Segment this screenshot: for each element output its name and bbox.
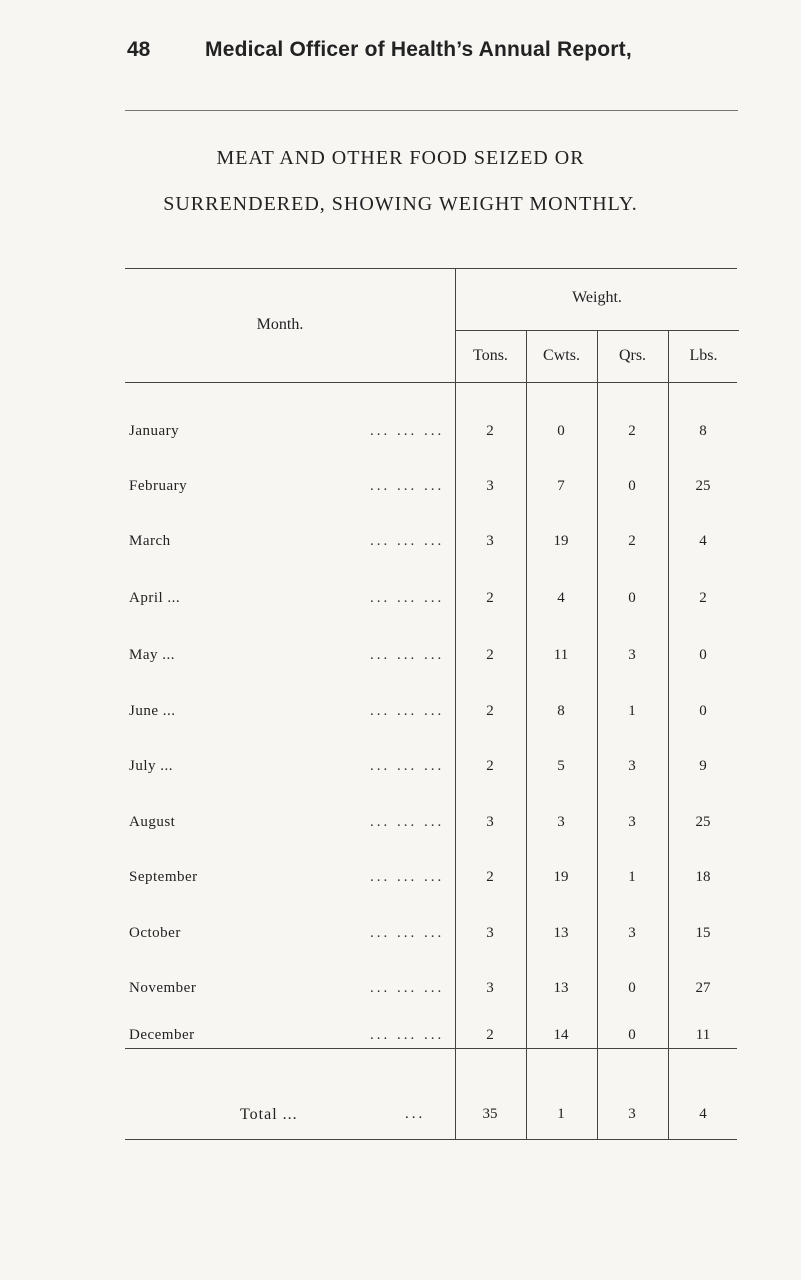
qrs-value: 0 xyxy=(628,1027,636,1043)
lbs-value: 4 xyxy=(699,533,707,549)
total-cwts-value: 1 xyxy=(557,1106,565,1122)
table-title-line-2: SURRENDERED, SHOWING WEIGHT MONTHLY. xyxy=(163,193,638,215)
page-header xyxy=(0,38,801,78)
lbs-value: 2 xyxy=(699,590,707,606)
lbs-value: 15 xyxy=(695,925,711,941)
tons-cwts-divider xyxy=(526,330,527,1139)
lbs-value: 0 xyxy=(699,647,707,663)
qrs-value: 0 xyxy=(628,590,636,606)
tons-value: 2 xyxy=(486,703,494,719)
total-label: Total ... xyxy=(240,1106,298,1123)
tons-value: 3 xyxy=(486,980,494,996)
lbs-header: Lbs. xyxy=(689,347,718,364)
dot-leader: ... ... ... xyxy=(370,647,445,663)
qrs-value: 3 xyxy=(628,814,636,830)
dot-leader: ... ... ... xyxy=(370,814,445,830)
total-top-rule xyxy=(125,1048,737,1049)
qrs-value: 3 xyxy=(628,925,636,941)
qrs-value: 3 xyxy=(628,758,636,774)
dot-leader: ... ... ... xyxy=(370,533,445,549)
month-label: August xyxy=(129,814,176,830)
lbs-value: 18 xyxy=(695,869,711,885)
cwts-value: 5 xyxy=(557,758,565,774)
header-bottom-rule xyxy=(125,382,737,383)
tons-value: 3 xyxy=(486,533,494,549)
tons-value: 2 xyxy=(486,869,494,885)
tons-header: Tons. xyxy=(473,347,508,364)
lbs-value: 8 xyxy=(699,423,707,439)
dot-leader: ... ... ... xyxy=(370,980,445,996)
month-label: December xyxy=(129,1027,195,1043)
lbs-value: 25 xyxy=(695,478,711,494)
dot-leader: ... ... ... xyxy=(370,925,445,941)
header-rule xyxy=(125,110,738,111)
qrs-value: 3 xyxy=(628,647,636,663)
weight-header: Weight. xyxy=(572,289,622,306)
tons-value: 2 xyxy=(486,590,494,606)
qrs-header: Qrs. xyxy=(618,347,647,364)
cwts-value: 11 xyxy=(553,647,569,663)
lbs-value: 27 xyxy=(695,980,711,996)
cwts-value: 4 xyxy=(557,590,565,606)
cwts-value: 19 xyxy=(553,869,569,885)
total-lbs-value: 4 xyxy=(699,1106,707,1122)
tons-value: 3 xyxy=(486,478,494,494)
total-qrs-value: 3 xyxy=(628,1106,636,1122)
total-tons-value: 35 xyxy=(482,1106,498,1122)
month-label: October xyxy=(129,925,181,941)
dot-leader: ... ... ... xyxy=(370,758,445,774)
qrs-value: 0 xyxy=(628,478,636,494)
qrs-lbs-divider xyxy=(668,330,669,1139)
tons-value: 2 xyxy=(486,647,494,663)
qrs-value: 2 xyxy=(628,423,636,439)
lbs-value: 11 xyxy=(695,1027,711,1043)
month-label: February xyxy=(129,478,188,494)
month-label: June ... xyxy=(129,703,176,719)
month-label: April ... xyxy=(129,590,181,606)
qrs-value: 0 xyxy=(628,980,636,996)
table-title-line-1: MEAT AND OTHER FOOD SEIZED OR xyxy=(216,147,585,169)
cwts-value: 19 xyxy=(553,533,569,549)
cwts-header: Cwts. xyxy=(543,347,580,364)
running-title: Medical Officer of Health’s Annual Report, xyxy=(205,38,632,61)
cwts-value: 13 xyxy=(553,925,569,941)
dot-leader: ... ... ... xyxy=(370,590,445,606)
cwts-value: 13 xyxy=(553,980,569,996)
dot-leader: ... ... ... xyxy=(370,703,445,719)
dot-leader: ... ... ... xyxy=(370,478,445,494)
dot-leader: ... ... ... xyxy=(370,869,445,885)
dot-leader: ... ... ... xyxy=(370,423,445,439)
cwts-value: 8 xyxy=(557,703,565,719)
tons-value: 2 xyxy=(486,423,494,439)
lbs-value: 0 xyxy=(699,703,707,719)
cwts-value: 0 xyxy=(557,423,565,439)
dot-leader: ... ... ... xyxy=(370,1027,445,1043)
table-top-rule xyxy=(125,268,737,269)
qrs-value: 1 xyxy=(628,869,636,885)
cwts-value: 3 xyxy=(557,814,565,830)
cwts-qrs-divider xyxy=(597,330,598,1139)
month-label: November xyxy=(129,980,197,996)
qrs-value: 1 xyxy=(628,703,636,719)
lbs-value: 25 xyxy=(695,814,711,830)
cwts-value: 14 xyxy=(553,1027,569,1043)
month-label: May ... xyxy=(129,647,175,663)
tons-value: 3 xyxy=(486,925,494,941)
month-label: March xyxy=(129,533,171,549)
tons-value: 2 xyxy=(486,1027,494,1043)
qrs-value: 2 xyxy=(628,533,636,549)
month-label: September xyxy=(129,869,198,885)
page-number: 48 xyxy=(127,38,151,61)
tons-value: 3 xyxy=(486,814,494,830)
lbs-value: 9 xyxy=(699,758,707,774)
month-label: July ... xyxy=(129,758,174,774)
tons-value: 2 xyxy=(486,758,494,774)
dot-leader: ... xyxy=(405,1106,426,1122)
month-header: Month. xyxy=(256,316,304,333)
cwts-value: 7 xyxy=(557,478,565,494)
month-label: January xyxy=(129,423,180,439)
table-bottom-rule xyxy=(125,1139,737,1140)
